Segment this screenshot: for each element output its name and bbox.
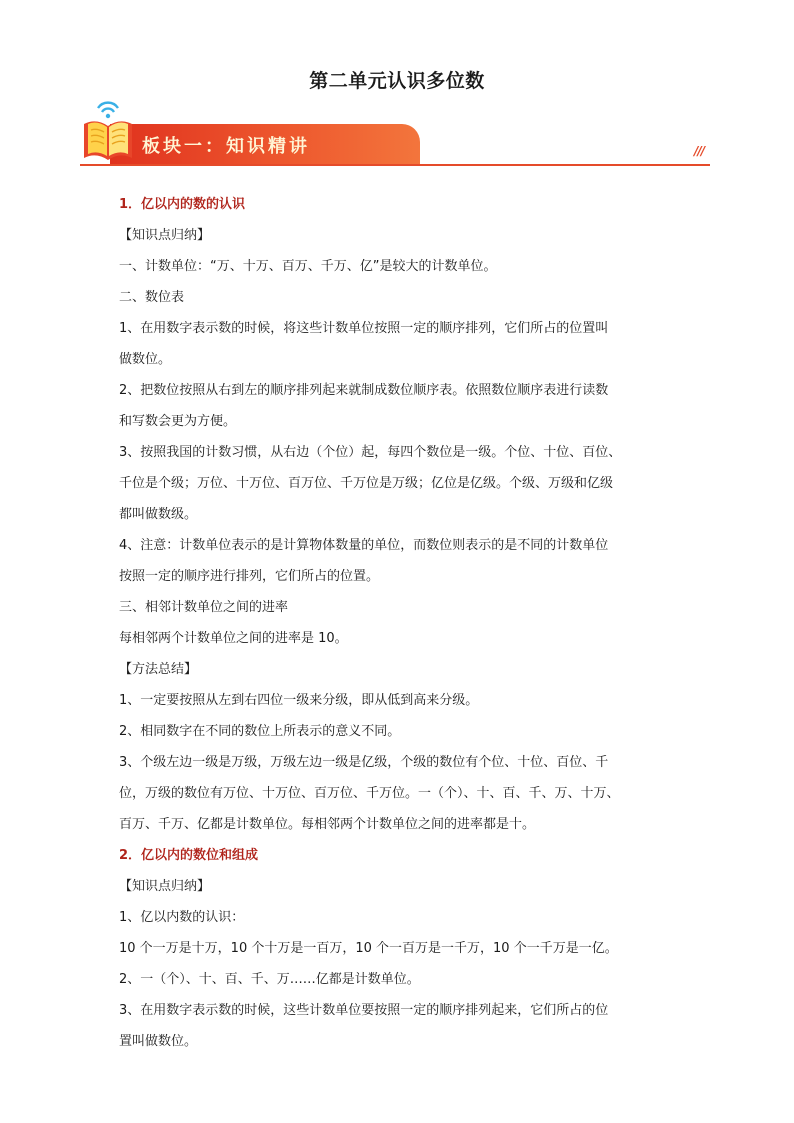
banner-underline (80, 164, 710, 166)
text-line: 位，万级的数位有万位、十万位、百万位、千万位。一（个）、十、百、千、万、十万、 (119, 786, 620, 801)
text-line: 千位是个级；万位、十万位、百万位、千万位是万级；亿位是亿级。个级、万级和亿级 (119, 476, 614, 491)
text-line: 【方法总结】 (119, 662, 198, 677)
text-line: 2、一（个）、十、百、千、万……亿都是计数单位。 (119, 972, 420, 987)
text-line: 3、在用数字表示数的时候，这些计数单位要按照一定的顺序排列起来，它们所占的位 (119, 1003, 609, 1018)
text-line: 一、计数单位：“万、十万、百万、千万、亿”是较大的计数单位。 (119, 259, 497, 274)
section-heading: 1．亿以内的数的认识 (119, 197, 246, 212)
text-line: 和写数会更为方便。 (119, 414, 237, 429)
text-line: 1、在用数字表示数的时候，将这些计数单位按照一定的顺序排列，它们所占的位置叫 (119, 321, 609, 336)
document-body (119, 189, 679, 1057)
text-line: 置叫做数位。 (119, 1034, 198, 1049)
text-line: 每相邻两个计数单位之间的进率是 10。 (119, 631, 348, 646)
decorative-slashes: /// (694, 144, 705, 158)
book-with-signal-icon (80, 100, 136, 166)
text-line: 1、亿以内数的认识： (119, 910, 245, 925)
text-line: 三、相邻计数单位之间的进率 (119, 600, 289, 615)
text-line: 2、相同数字在不同的数位上所表示的意义不同。 (119, 724, 401, 739)
section-heading: 2．亿以内的数位和组成 (119, 848, 259, 863)
text-line: 3、按照我国的计数习惯，从右边（个位）起，每四个数位是一级。个位、十位、百位、 (119, 445, 622, 460)
text-line: 按照一定的顺序进行排列，它们所占的位置。 (119, 569, 380, 584)
text-line: 10 个一万是十万，10 个十万是一百万，10 个一百万是一千万，10 个一千万是一亿。 (119, 941, 618, 956)
text-line: 2、把数位按照从右到左的顺序排列起来就制成数位顺序表。依照数位顺序表进行读数 (119, 383, 609, 398)
banner-label: 板块一：知识精讲 (142, 136, 310, 157)
text-line: 3、个级左边一级是万级，万级左边一级是亿级，个级的数位有个位、十位、百位、千 (119, 755, 609, 770)
page-title: 第二单元认识多位数 (309, 70, 485, 92)
text-line: 【知识点归纳】 (119, 879, 211, 894)
text-line: 1、一定要按照从左到右四位一级来分级，即从低到高来分级。 (119, 693, 479, 708)
text-line: 做数位。 (119, 352, 172, 367)
text-line: 4、注意：计数单位表示的是计算物体数量的单位，而数位则表示的是不同的计数单位 (119, 538, 609, 553)
text-line: 二、数位表 (119, 290, 185, 305)
text-line: 都叫做数级。 (119, 507, 198, 522)
section-banner (80, 100, 712, 170)
text-line: 【知识点归纳】 (119, 228, 211, 243)
text-line: 百万、千万、亿都是计数单位。每相邻两个计数单位之间的进率都是十。 (119, 817, 536, 832)
